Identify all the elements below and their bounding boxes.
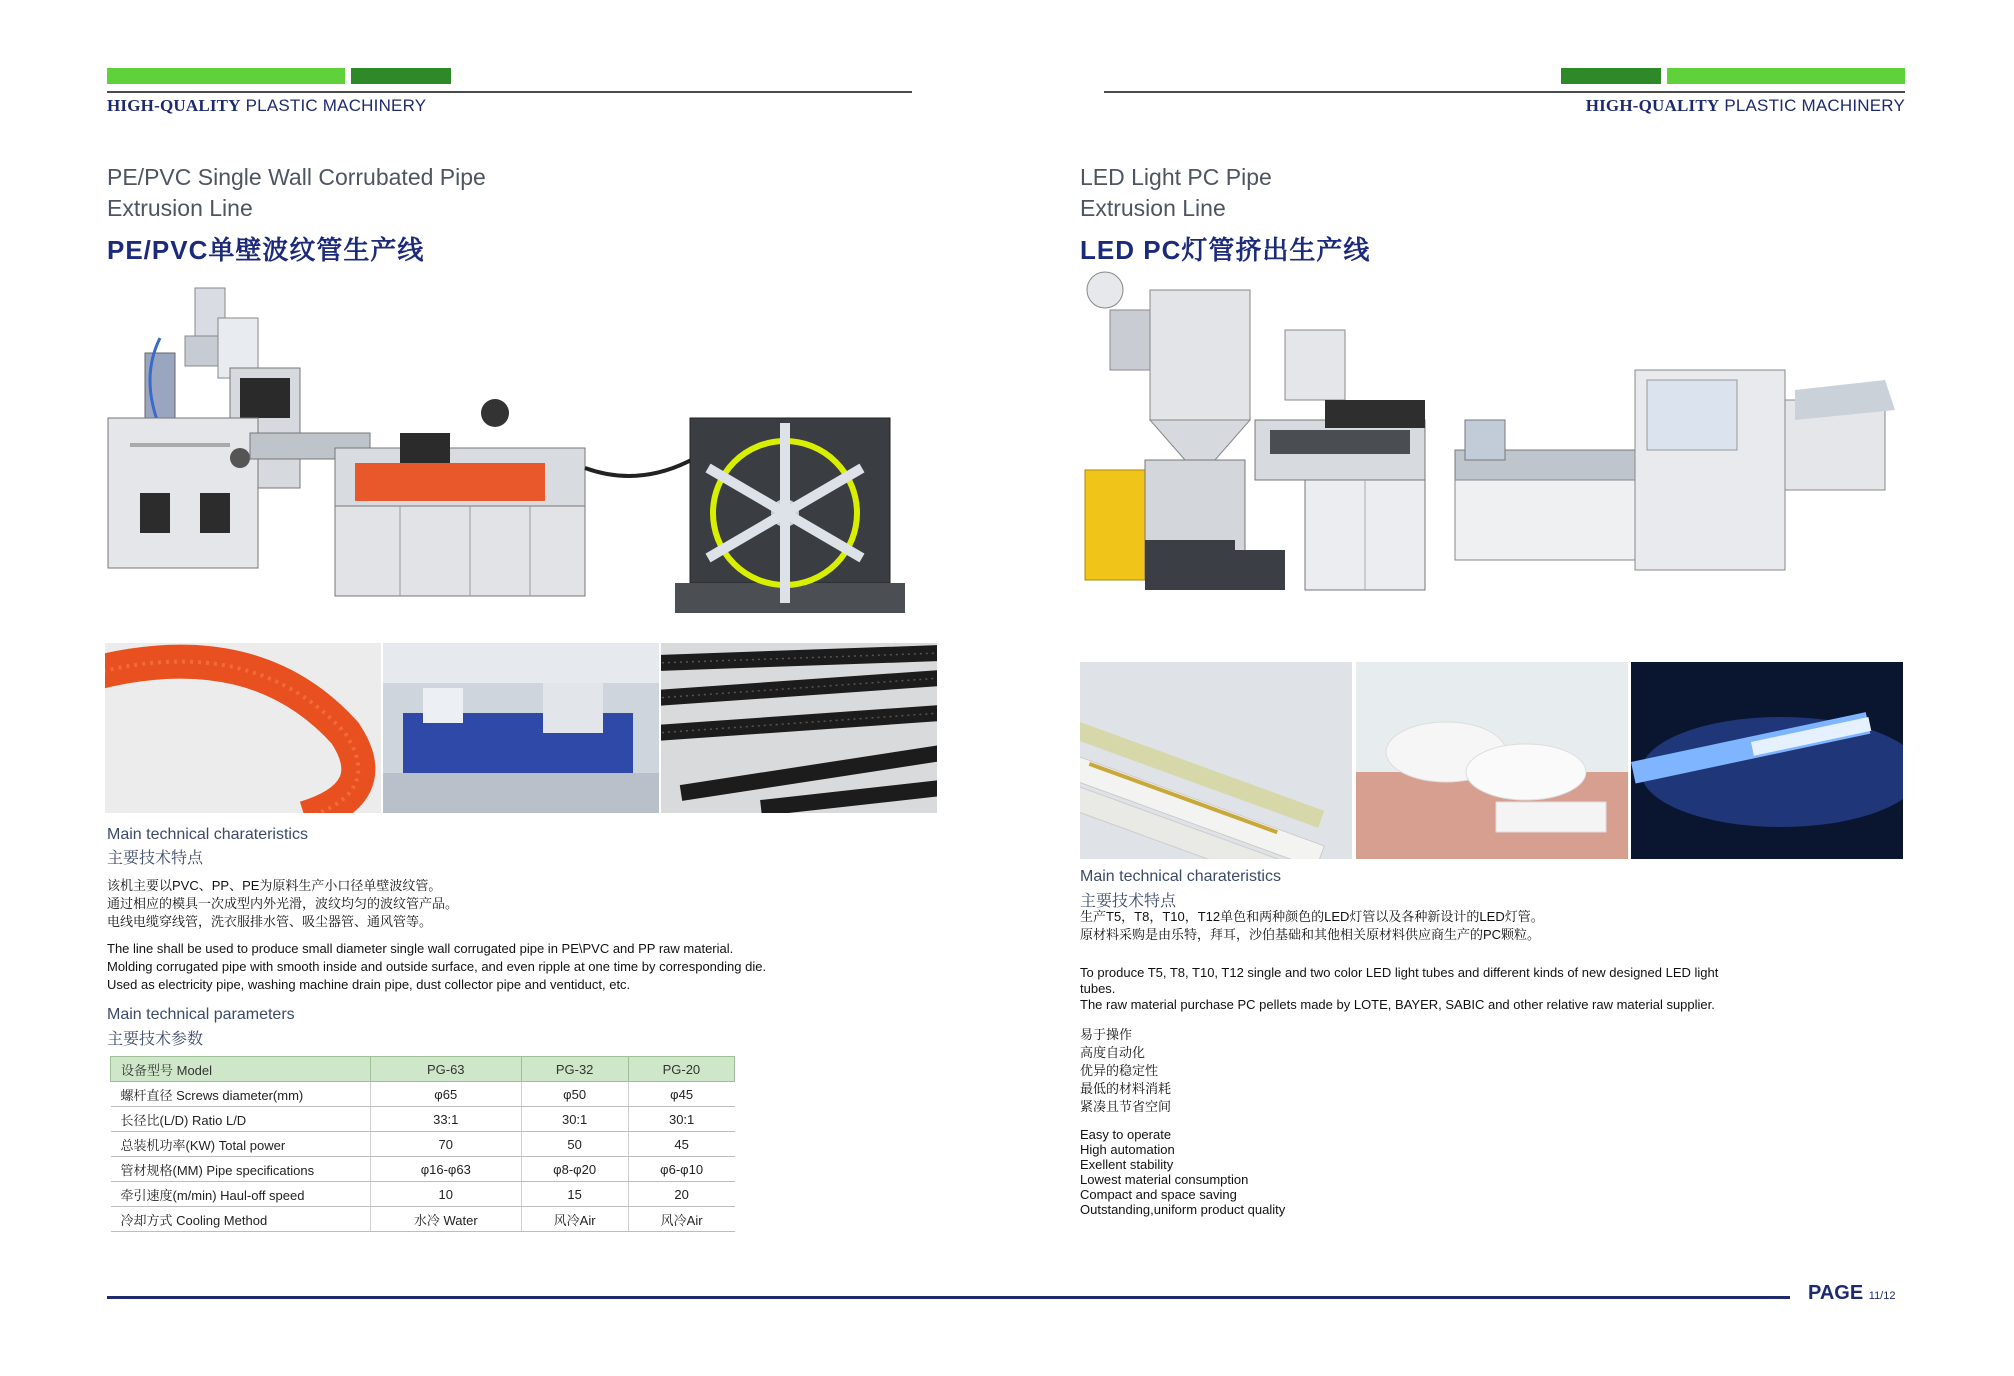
left-cn-line: 通过相应的模具一次成型内外光滑，波纹均匀的波纹管产品。 [107,896,459,911]
feature-en-item: High automation [1080,1142,1175,1157]
spec-cell: 风冷Air [628,1207,734,1232]
right-features-en [1080,1127,1285,1217]
brand-rest: PLASTIC MACHINERY [240,96,427,115]
right-title-en-line1: LED Light PC Pipe [1080,164,1272,190]
spec-header-cell: 设备型号 Model [111,1057,371,1082]
spec-cell: 70 [371,1132,522,1157]
header-bar-light-right [1667,68,1905,84]
right-title-en [1080,162,1272,224]
spec-cell: 50 [521,1132,628,1157]
spec-cell: 45 [628,1132,734,1157]
spec-cell: 水冷 Water [371,1207,522,1232]
left-param-title-en: Main technical parameters [107,1006,295,1023]
header-brand-right [1586,96,1905,116]
feature-cn-item: 紧凑且节省空间 [1080,1099,1172,1114]
header-bar-light-left [107,68,345,84]
page-num: 11/12 [1868,1290,1896,1302]
left-title-en [107,162,486,224]
feature-en-item: Exellent stability [1080,1157,1174,1172]
spec-cell: φ16-φ63 [371,1157,522,1182]
left-en-paragraph [107,940,927,994]
spec-cell: φ65 [371,1082,522,1107]
spec-header-cell: PG-32 [521,1057,628,1082]
spec-cell: 牵引速度(m/min) Haul-off speed [111,1182,371,1207]
feature-cn-item: 易于操作 [1080,1027,1133,1042]
factory-line-photo [383,643,659,813]
right-en-paragraph [1080,965,1910,1013]
orange-pipe-photo [105,643,381,813]
left-title-en-line2: Extrusion Line [107,195,253,221]
spec-cell: φ8-φ20 [521,1157,628,1182]
table-row [111,1157,735,1182]
spec-cell: φ45 [628,1082,734,1107]
header-brand-left [107,96,426,116]
spec-cell: 管材规格(MM) Pipe specifications [111,1157,371,1182]
spec-cell: φ50 [521,1082,628,1107]
spec-cell: 30:1 [628,1107,734,1132]
left-en-line: The line shall be used to produce small diameter single wall corrugated pipe in PE\PVC and PP raw material. [107,941,734,956]
spec-cell: 20 [628,1182,734,1207]
left-en-line: Molding corrugated pipe with smooth inside and outside surface, and even ripple at one time by corresponding die. [107,959,767,974]
right-en-line: The raw material purchase PC pellets made by LOTE, BAYER, SABIC and other relative raw material supplier. [1080,997,1715,1012]
right-cn-line: 生产T5，T8，T10，T12单色和两种颜色的LED灯管以及各种新设计的LED灯管。 [1080,909,1544,924]
right-char-title-cn: 主要技术特点 [1080,893,1177,910]
spec-cell: 长径比(L/D) Ratio L/D [111,1107,371,1132]
feature-cn-item: 最低的材料消耗 [1080,1081,1172,1096]
table-row [111,1082,735,1107]
right-cn-line: 原材料采购是由乐特，拜耳，沙伯基础和其他相关原材料供应商生产的PC颗粒。 [1080,927,1541,942]
header-bar-dark-left [351,68,451,84]
header-rule-left [107,91,912,93]
spec-cell: 15 [521,1182,628,1207]
spec-cell: 风冷Air [521,1207,628,1232]
right-en-line: To produce T5, T8, T10, T12 single and two color LED light tubes and different kinds of new designed LED light [1080,965,1719,980]
brand-bold: HIGH-QUALITY [1585,96,1720,115]
left-cn-line: 电线电缆穿线管，洗衣服排水管、吸尘器管、通风管等。 [107,914,433,929]
footer-rule [107,1296,1790,1299]
feature-en-item: Lowest material consumption [1080,1172,1249,1187]
table-row [111,1207,735,1232]
table-row [111,1182,735,1207]
left-param-title-cn: 主要技术参数 [107,1031,204,1048]
brand-rest: PLASTIC MACHINERY [1719,96,1905,115]
page-label: PAGE [1808,1282,1864,1304]
spec-cell: 30:1 [521,1107,628,1132]
feature-cn-item: 高度自动化 [1080,1045,1146,1060]
page-number [1808,1282,1895,1305]
left-char-title-cn: 主要技术特点 [107,850,204,867]
corrugated-pipe-machine-image [100,258,920,638]
right-features-cn [1080,1026,1171,1116]
left-title-en-line1: PE/PVC Single Wall Corrubated Pipe [107,164,486,190]
left-title-cn: PE/PVC单壁波纹管生产线 [107,235,425,265]
feature-en-item: Outstanding,uniform product quality [1080,1202,1286,1217]
header-bar-dark-right [1561,68,1661,84]
spec-table-header-row [111,1057,735,1082]
spec-cell: 冷却方式 Cooling Method [111,1207,371,1232]
spec-cell: φ6-φ10 [628,1157,734,1182]
right-title-cn: LED PC灯管挤出生产线 [1080,235,1371,265]
feature-cn-item: 优异的稳定性 [1080,1063,1159,1078]
spec-cell: 总装机功率(KW) Total power [111,1132,371,1157]
led-pc-pipe-machine-image [1075,270,1915,650]
right-char-title-en: Main technical charateristics [1080,868,1281,885]
table-row [111,1107,735,1132]
spec-cell: 螺杆直径 Screws diameter(mm) [111,1082,371,1107]
left-cn-line: 该机主要以PVC、PP、PE为原料生产小口径单壁波纹管。 [107,878,442,893]
led-tubes-photo [1080,662,1352,859]
spec-header-cell: PG-63 [371,1057,522,1082]
header-rule-right [1104,91,1905,93]
spec-header-cell: PG-20 [628,1057,734,1082]
right-title-en-line2: Extrusion Line [1080,195,1226,221]
feature-en-item: Easy to operate [1080,1127,1172,1142]
spec-table [110,1056,735,1232]
brand-bold: HIGH-QUALITY [107,96,241,115]
spec-cell: 10 [371,1182,522,1207]
left-char-title-en: Main technical charateristics [107,826,308,843]
black-corrugated-pipes-photo [661,643,937,813]
feature-en-item: Compact and space saving [1080,1187,1237,1202]
left-en-line: Used as electricity pipe, washing machine drain pipe, dust collector pipe and ventiduct, etc. [107,977,631,992]
pc-profiles-photo [1356,662,1628,859]
right-en-line: tubes. [1080,981,1116,996]
spec-cell: 33:1 [371,1107,522,1132]
table-row [111,1132,735,1157]
right-cn-paragraph [1080,908,1910,944]
left-cn-paragraph [107,877,907,931]
blue-led-glow-photo [1631,662,1903,859]
